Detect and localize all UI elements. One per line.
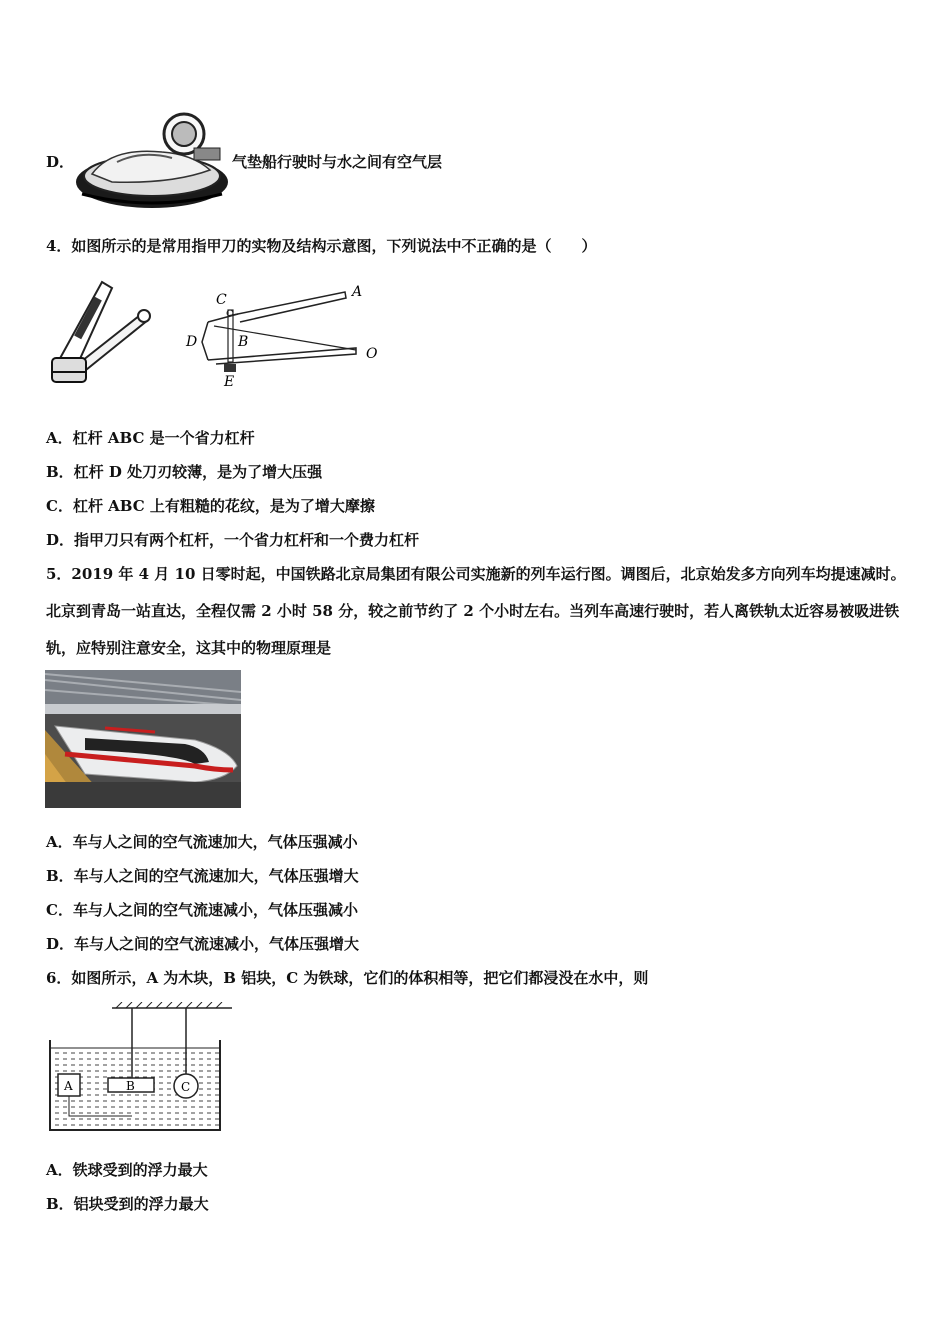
q6-stem: 6．如图所示，A 为木块，B 铝块，C 为铁球，它们的体积相等，把它们都浸没在水中，则 [46, 969, 649, 987]
q3-option-d-letter: D． [46, 153, 75, 171]
q4-option-a: A．杠杆 ABC 是一个省力杠杆 [46, 429, 255, 447]
label-block-a: A [64, 1079, 73, 1093]
q3-option-d-text: 气垫船行驶时与水之间有空气层 [232, 153, 443, 171]
label-ball-c: C [181, 1080, 191, 1094]
label-a: A [352, 284, 363, 300]
label-c: C [216, 292, 227, 308]
q5-option-c: C．车与人之间的空气流速减小，气体压强减小 [46, 901, 358, 919]
high-speed-train-photo [45, 670, 241, 808]
q4-option-c: C．杠杆 ABC 上有粗糙的花纹，是为了增大摩擦 [46, 497, 375, 515]
nail-clipper-photo [44, 276, 154, 392]
q6-option-b: B．铝块受到的浮力最大 [46, 1195, 209, 1213]
q5-option-d: D．车与人之间的空气流速减小，气体压强增大 [46, 935, 360, 953]
label-o: O [366, 346, 378, 362]
q5-option-a: A．车与人之间的空气流速加大，气体压强减小 [46, 833, 358, 851]
q5-option-b: B．车与人之间的空气流速加大，气体压强增大 [46, 867, 359, 885]
label-b: B [238, 334, 249, 350]
q5-stem: 5．2019 年 4 月 10 日零时起，中国铁路北京局集团有限公司实施新的列车运行图。调图后，北京始发多方向列车均提速减时。北京到青岛一站直达，全程仅需 2 小时 58 分，较之前节约了 2 个小时左右。当列车高速行驶时，若人离铁轨太近容易被吸进铁轨，应特别注意安全，这其中的物理原理是 [46, 565, 906, 657]
hovercraft-image [72, 112, 232, 212]
buoyancy-diagram [46, 1002, 232, 1136]
q4-option-b: B．杠杆 D 处刀刃较薄，是为了增大压强 [46, 463, 323, 481]
q4-option-d: D．指甲刀只有两个杠杆，一个省力杠杆和一个费力杠杆 [46, 531, 420, 549]
label-d: D [186, 334, 198, 350]
nail-clipper-diagram [180, 280, 390, 392]
q4-stem: 4．如图所示的是常用指甲刀的实物及结构示意图，下列说法中不正确的是（ ） [46, 237, 597, 255]
q6-option-a: A．铁球受到的浮力最大 [46, 1161, 208, 1179]
label-block-b: B [126, 1079, 135, 1093]
label-e: E [224, 374, 235, 390]
